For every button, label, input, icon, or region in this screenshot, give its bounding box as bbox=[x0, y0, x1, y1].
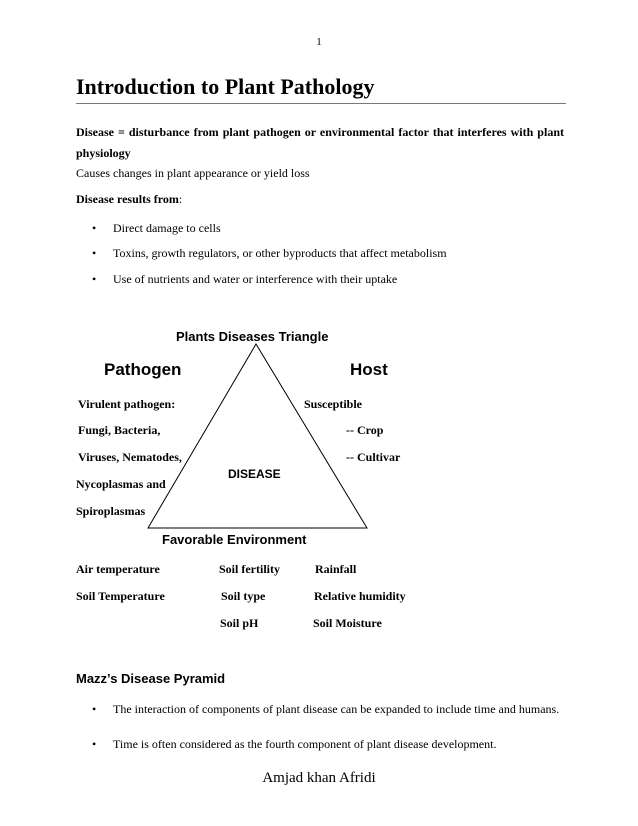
pathogen-line-1: Virulent pathogen: bbox=[78, 397, 176, 411]
bullet-marker: • bbox=[92, 272, 97, 286]
pathogen-line-4: Nycoplasmas and bbox=[76, 477, 166, 491]
page-title: Introduction to Plant Pathology bbox=[76, 74, 375, 99]
host-line-1: Susceptible bbox=[304, 397, 363, 411]
env-soil-moisture: Soil Moisture bbox=[313, 616, 382, 630]
pathogen-label: Pathogen bbox=[104, 360, 182, 379]
results-item-3: Use of nutrients and water or interference with their uptake bbox=[113, 272, 398, 286]
results-item-2: Toxins, growth regulators, or other byproducts that affect metabolism bbox=[113, 246, 447, 260]
host-line-2: -- Crop bbox=[346, 423, 384, 437]
env-soil-type: Soil type bbox=[221, 589, 266, 603]
causes-text: Causes changes in plant appearance or yield loss bbox=[76, 166, 310, 180]
env-air-temperature: Air temperature bbox=[76, 562, 160, 576]
bullet-marker: • bbox=[92, 246, 97, 260]
bullet-marker: • bbox=[92, 221, 97, 235]
host-label: Host bbox=[350, 360, 388, 379]
results-item-1: Direct damage to cells bbox=[113, 221, 221, 235]
pathogen-line-5: Spiroplasmas bbox=[76, 504, 146, 518]
page-footer: Amjad khan Afridi bbox=[262, 770, 376, 786]
env-relative-humidity: Relative humidity bbox=[314, 589, 406, 603]
pathogen-line-2: Fungi, Bacteria, bbox=[78, 423, 161, 437]
results-heading-text: Disease results from bbox=[76, 192, 179, 206]
env-soil-fertility: Soil fertility bbox=[219, 562, 280, 576]
results-heading-colon: : bbox=[178, 192, 183, 206]
bullet-marker: • bbox=[92, 702, 97, 716]
bullet-marker: • bbox=[92, 737, 97, 751]
env-soil-ph: Soil pH bbox=[220, 616, 259, 630]
pathogen-line-3: Viruses, Nematodes, bbox=[78, 450, 182, 464]
page-number: 1 bbox=[316, 36, 322, 48]
disease-center-label: DISEASE bbox=[228, 467, 281, 481]
triangle-title: Plants Diseases Triangle bbox=[176, 329, 329, 344]
environment-label: Favorable Environment bbox=[162, 532, 307, 547]
host-line-3: -- Cultivar bbox=[346, 450, 401, 464]
env-rainfall: Rainfall bbox=[315, 562, 357, 576]
disease-definition: Disease = disturbance from plant pathogen or environmental factor that interferes with plant physiology bbox=[76, 125, 564, 160]
pyramid-heading: Mazz’s Disease Pyramid bbox=[76, 671, 226, 686]
env-soil-temperature: Soil Temperature bbox=[76, 589, 165, 603]
pyramid-item-2: Time is often considered as the fourth component of plant disease development. bbox=[113, 737, 497, 751]
pyramid-item-1: The interaction of components of plant disease can be expanded to include time and humans. bbox=[113, 702, 560, 716]
